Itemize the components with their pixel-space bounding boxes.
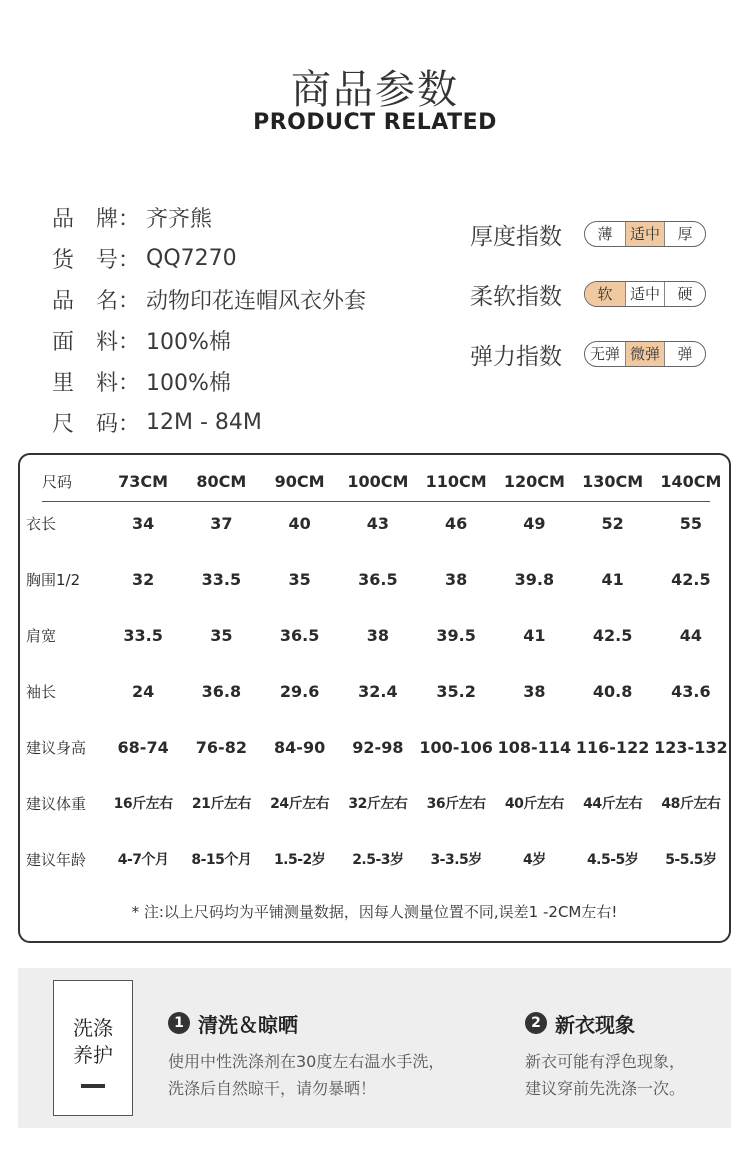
row-label: 建议体重 (26, 794, 87, 813)
table-cell: 92-98 (352, 737, 404, 757)
table-cell: 108-114 (497, 737, 572, 757)
number-2-icon: 2 (525, 1012, 547, 1034)
table-cell: 36.5 (279, 625, 320, 645)
table-cell: 36斤左右 (426, 796, 486, 812)
care-title: 清洗＆晾晒 (198, 1012, 298, 1037)
table-cell: 33.5 (201, 569, 242, 589)
table-cell: 39.8 (514, 569, 555, 589)
row-label: 衣长 (26, 514, 57, 533)
care-new-clothes (525, 1010, 685, 1102)
thickness-index (470, 204, 706, 264)
care-heading (525, 1010, 685, 1036)
table-cell: 4-7个月 (117, 852, 169, 868)
spec-label: 尺 码： (52, 412, 141, 437)
table-cell: 35 (210, 625, 233, 645)
table-cell: 34 (131, 513, 155, 533)
spec-value: QQ7270 (146, 246, 237, 271)
care-badge-bar (81, 1084, 105, 1088)
care-badge-line: 洗涤 (73, 1016, 113, 1040)
table-cell: 84-90 (274, 737, 326, 757)
table-cell: 16斤左右 (113, 796, 173, 812)
table-row (22, 719, 730, 775)
index-option: 适中 (625, 282, 664, 306)
care-text-line: 建议穿前先洗涤一次。 (525, 1079, 686, 1098)
column-header: 80CM (196, 471, 247, 491)
care-badge-line: 养护 (73, 1043, 113, 1067)
index-panel (470, 204, 706, 384)
table-cell: 68-74 (117, 737, 169, 757)
index-option: 弹 (664, 342, 705, 366)
table-cell: 43 (366, 513, 389, 533)
care-title: 新衣现象 (555, 1012, 635, 1037)
spec-fabric (52, 320, 366, 361)
index-option: 厚 (664, 222, 705, 246)
column-header: 73CM (118, 471, 169, 491)
table-cell: 36.8 (201, 681, 242, 701)
care-text-line: 使用中性洗涤剂在30度左右温水手洗， (168, 1052, 445, 1071)
index-option: 薄 (597, 225, 613, 243)
table-cell: 35.2 (436, 681, 476, 701)
spec-value: 100%棉 (146, 330, 231, 355)
spec-label: 面 料： (52, 330, 141, 355)
header-divider (42, 501, 710, 502)
table-cell: 3-3.5岁 (430, 852, 482, 868)
table-cell: 48斤左右 (661, 796, 721, 812)
table-cell: 43.6 (671, 681, 711, 701)
spec-value: 动物印花连帽风衣外套 (146, 289, 367, 314)
table-cell: 49 (523, 513, 546, 533)
table-cell: 42.5 (592, 625, 633, 645)
table-cell: 100-106 (419, 737, 493, 757)
number-1-icon: 1 (168, 1012, 190, 1034)
index-label: 厚度指数 (470, 223, 562, 250)
table-cell: 24斤左右 (270, 796, 330, 812)
row-label: 袖长 (26, 682, 57, 701)
column-header: 110CM (425, 471, 487, 491)
table-cell: 32.4 (358, 681, 398, 701)
index-option: 无弹 (589, 345, 620, 363)
table-cell: 44 (679, 625, 702, 645)
column-header: 100CM (347, 471, 409, 491)
table-cell: 32斤左右 (348, 796, 408, 812)
care-text (168, 1048, 444, 1102)
care-text-line: 洗涤后自然晾干，请勿暴晒！ (168, 1079, 377, 1098)
spec-label: 品 牌： (52, 207, 141, 232)
care-section (18, 968, 731, 1128)
spec-label: 品 名： (52, 289, 141, 314)
care-text-line: 新衣可能有浮色现象， (525, 1052, 686, 1071)
column-header: 130CM (582, 471, 644, 491)
table-cell: 40.8 (592, 681, 633, 701)
table-row (22, 551, 730, 607)
spec-value: 齐齐熊 (146, 207, 213, 232)
table-cell: 24 (131, 681, 155, 701)
spec-label: 货 号： (52, 248, 141, 273)
table-cell: 42.5 (671, 569, 711, 589)
table-row (22, 663, 730, 719)
column-header: 90CM (274, 471, 325, 491)
care-wash-dry (168, 1010, 444, 1102)
table-cell: 46 (444, 513, 468, 533)
measurement-note: * 注:以上尺码均为平铺测量数据，因每人测量位置不同,误差1 -2CM左右! (131, 903, 618, 921)
spec-lining (52, 361, 366, 402)
table-cell: 2.5-3岁 (352, 852, 404, 868)
table-cell: 41 (523, 625, 546, 645)
spec-item-no (52, 238, 366, 279)
spec-product-name (52, 279, 366, 320)
table-cell: 5-5.5岁 (665, 852, 717, 868)
table-cell: 35 (288, 569, 311, 589)
table-cell: 76-82 (195, 737, 247, 757)
table-row (22, 495, 730, 551)
care-text (525, 1048, 685, 1102)
table-cell: 44斤左右 (583, 796, 643, 812)
index-option: 适中 (625, 222, 664, 246)
page-title-en: PRODUCT RELATED (253, 110, 497, 135)
table-cell: 38 (366, 625, 389, 645)
index-label: 柔软指数 (470, 283, 562, 310)
table-cell: 4.5-5岁 (586, 852, 639, 868)
spec-brand (52, 197, 366, 238)
table-cell: 1.5-2岁 (273, 852, 326, 868)
spec-label: 里 料： (52, 371, 141, 396)
index-option: 硬 (664, 282, 705, 306)
table-cell: 40斤左右 (504, 796, 564, 812)
size-table-header (22, 467, 730, 495)
table-cell: 32 (131, 569, 155, 589)
size-chart (18, 453, 731, 943)
column-header: 140CM (660, 471, 722, 491)
size-table (22, 467, 730, 887)
table-cell: 37 (210, 513, 233, 533)
index-scale (584, 221, 706, 247)
page-title-cn: 商品参数 (291, 67, 459, 113)
index-scale (584, 281, 706, 307)
table-cell: 41 (601, 569, 624, 589)
table-row (22, 607, 730, 663)
table-cell: 38 (523, 681, 546, 701)
elasticity-index (470, 324, 706, 384)
spec-list (52, 197, 366, 443)
spec-size-range (52, 402, 366, 443)
table-cell: 123-132 (654, 737, 728, 757)
row-label: 建议年龄 (26, 850, 87, 869)
row-label: 胸围1/2 (26, 570, 81, 589)
index-scale (584, 341, 706, 367)
table-cell: 8-15个月 (191, 852, 252, 868)
table-cell: 55 (679, 513, 702, 533)
care-heading (168, 1010, 444, 1036)
table-cell: 4岁 (523, 852, 546, 868)
index-label: 弹力指数 (470, 343, 562, 370)
table-cell: 29.6 (279, 681, 320, 701)
table-row (22, 831, 730, 887)
column-header: 120CM (503, 471, 565, 491)
spec-value: 100%棉 (146, 371, 231, 396)
spec-value: 12M - 84M (146, 410, 262, 435)
table-cell: 52 (601, 513, 624, 533)
column-header: 尺码 (42, 472, 73, 491)
row-label: 建议身高 (26, 738, 87, 757)
table-cell: 36.5 (358, 569, 398, 589)
table-cell: 38 (444, 569, 468, 589)
row-label: 肩宽 (26, 626, 57, 645)
table-cell: 39.5 (436, 625, 476, 645)
index-option: 软 (585, 282, 625, 306)
table-cell: 21斤左右 (191, 796, 251, 812)
softness-index (470, 264, 706, 324)
care-badge (53, 980, 133, 1116)
table-cell: 116-122 (575, 737, 650, 757)
table-cell: 33.5 (123, 625, 163, 645)
table-row (22, 775, 730, 831)
index-option: 微弹 (625, 342, 664, 366)
table-cell: 40 (288, 513, 311, 533)
